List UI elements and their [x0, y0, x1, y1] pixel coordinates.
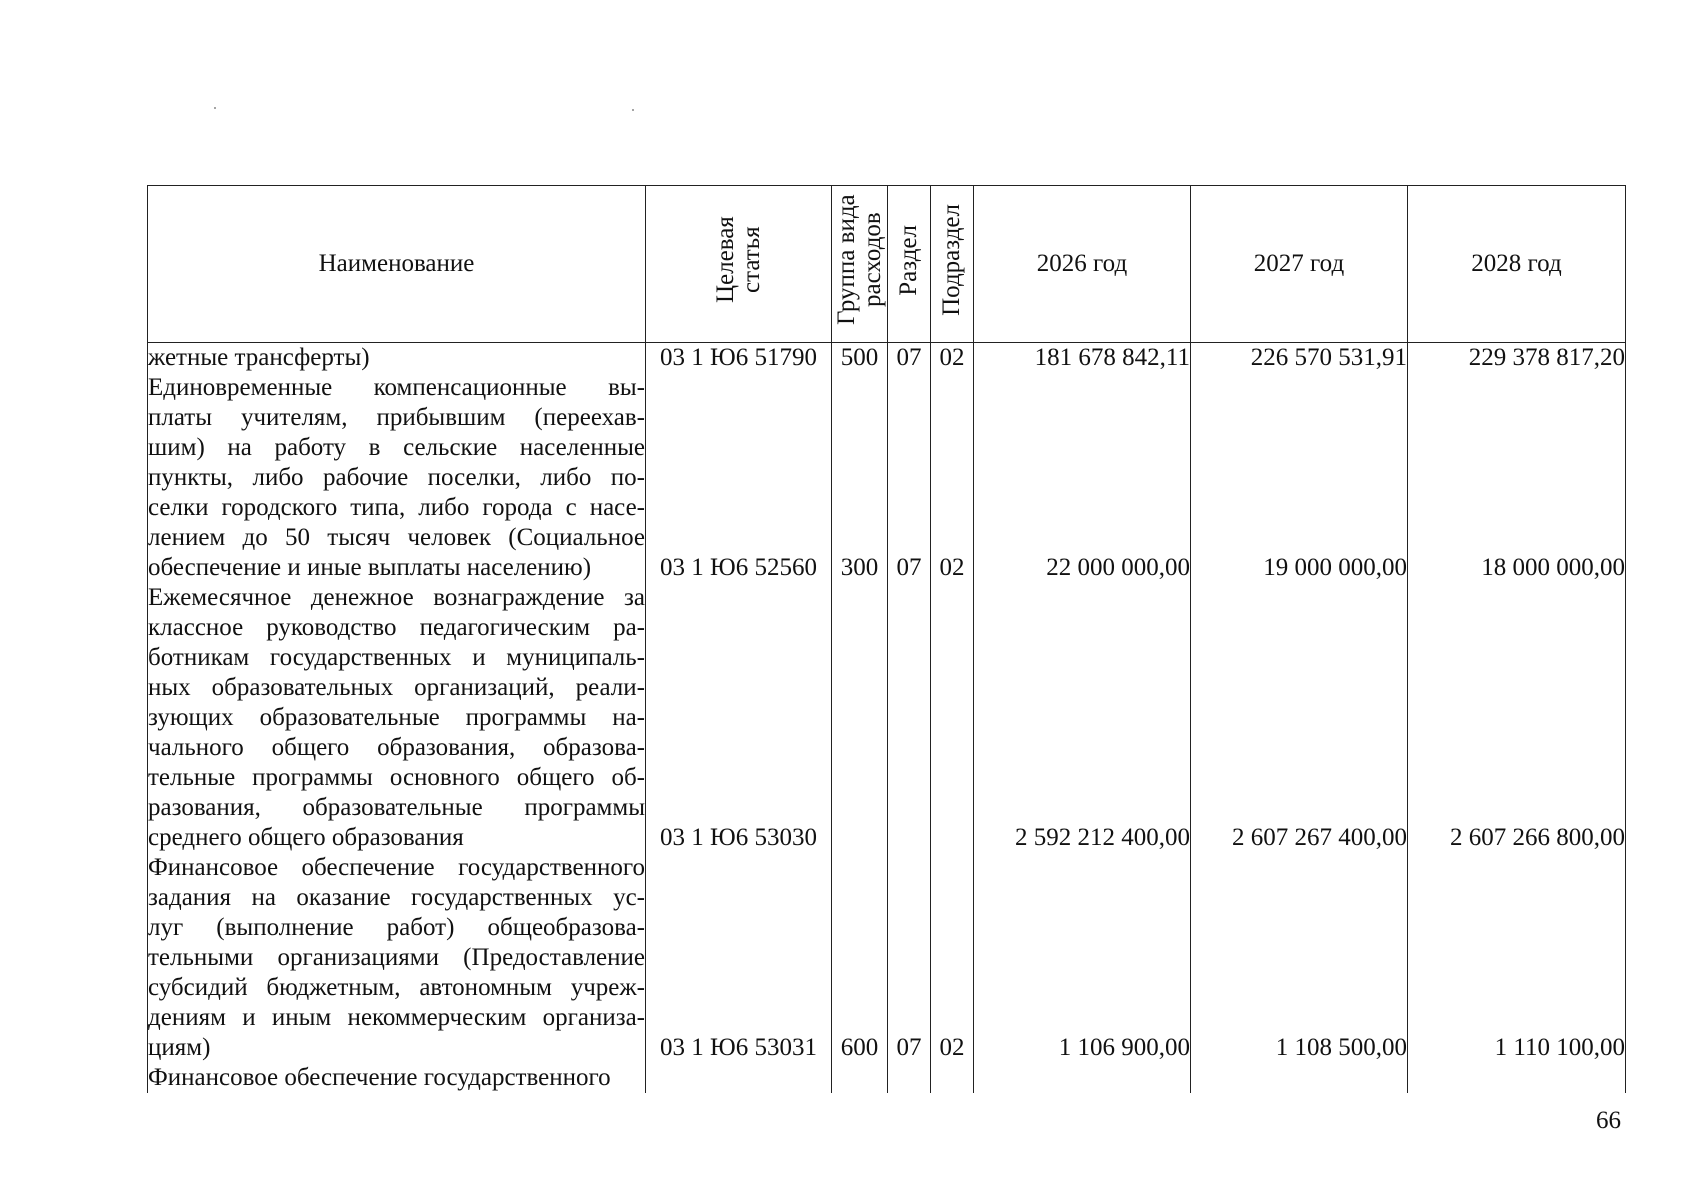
header-expense-group: Группа вида расходов: [832, 186, 888, 343]
header-target-article: Целевая статья: [646, 186, 832, 343]
row-amount-2027: [1191, 1063, 1408, 1093]
row-name-line: луг (выполнение работ) общеобразова-: [148, 914, 645, 941]
table-row: [148, 853, 1626, 1063]
row-section: 07: [888, 853, 931, 1063]
scan-speck: [632, 109, 634, 111]
row-name-line: зующих образовательные программы на-: [148, 704, 645, 731]
row-expense-group: [832, 583, 888, 853]
row-amount-2026: 2 592 212 400,00: [974, 583, 1191, 853]
row-amount-2027: 1 108 500,00: [1191, 853, 1408, 1063]
row-amount-2026: 181 678 842,11: [974, 343, 1191, 374]
row-amount-2028: 1 110 100,00: [1408, 853, 1626, 1063]
row-amount-2026: [974, 1063, 1191, 1093]
row-section: 07: [888, 343, 931, 374]
budget-table: [147, 185, 1626, 1093]
row-name: [148, 583, 646, 853]
row-name-line: тельные программы основного общего об-: [148, 764, 645, 791]
row-expense-group: 300: [832, 373, 888, 583]
row-name-line: разования, образовательные программы: [148, 794, 645, 821]
row-name-line: чального общего образования, образова-: [148, 734, 645, 761]
row-amount-2027: 226 570 531,91: [1191, 343, 1408, 374]
row-subsection: 02: [931, 373, 974, 583]
row-name-line: задания на оказание государственных ус-: [148, 884, 645, 911]
row-subsection: 02: [931, 343, 974, 374]
row-name: [148, 373, 646, 583]
table-row: [148, 373, 1626, 583]
row-name-line: жетные трансферты): [148, 344, 370, 371]
row-amount-2027: 19 000 000,00: [1191, 373, 1408, 583]
row-name-line: классное руководство педагогическим ра-: [148, 614, 645, 641]
header-section: Раздел: [888, 186, 931, 343]
row-subsection: [931, 1063, 974, 1093]
header-2028: 2028 год: [1408, 186, 1626, 343]
row-section: 07: [888, 373, 931, 583]
row-target-article: 03 1 Ю6 53030: [646, 583, 832, 853]
row-name-line: Ежемесячное денежное вознаграждение за: [148, 584, 645, 611]
row-name-line: субсидий бюджетным, автономным учреж-: [148, 974, 645, 1001]
row-amount-2026: 1 106 900,00: [974, 853, 1191, 1063]
row-name-line: Финансовое обеспечение государственного: [148, 854, 645, 881]
row-name-line: пункты, либо рабочие поселки, либо по-: [148, 464, 645, 491]
row-expense-group: 600: [832, 853, 888, 1063]
row-subsection: [931, 583, 974, 853]
row-name-line: дениям и иным некоммерческим организа-: [148, 1004, 645, 1031]
row-name-line: платы учителям, прибывшим (переехав-: [148, 404, 645, 431]
row-amount-2026: 22 000 000,00: [974, 373, 1191, 583]
row-amount-2027: 2 607 267 400,00: [1191, 583, 1408, 853]
row-name-line: Единовременные компенсационные вы-: [148, 374, 645, 401]
table-body: [148, 343, 1626, 1094]
row-expense-group: 500: [832, 343, 888, 374]
row-target-article: 03 1 Ю6 52560: [646, 373, 832, 583]
row-amount-2028: 229 378 817,20: [1408, 343, 1626, 374]
row-name-line: тельными организациями (Предоставление: [148, 944, 645, 971]
row-name-line: обеспечение и иные выплаты населению): [148, 554, 592, 581]
row-section: [888, 1063, 931, 1093]
row-expense-group: [832, 1063, 888, 1093]
row-target-article: [646, 1063, 832, 1093]
row-amount-2028: [1408, 1063, 1626, 1093]
table-row: [148, 1063, 1626, 1093]
row-amount-2028: 2 607 266 800,00: [1408, 583, 1626, 853]
row-amount-2028: 18 000 000,00: [1408, 373, 1626, 583]
row-name-line: Финансовое обеспечение государственного: [148, 1064, 611, 1091]
row-name-line: шим) на работу в сельские населенные: [148, 434, 645, 461]
row-subsection: 02: [931, 853, 974, 1063]
row-name-line: среднего общего образования: [148, 824, 464, 851]
page-number: 66: [1596, 1107, 1621, 1134]
row-name-line: циям): [148, 1034, 211, 1061]
row-name: [148, 343, 646, 374]
header-subsection: Подраздел: [931, 186, 974, 343]
row-target-article: 03 1 Ю6 51790: [646, 343, 832, 374]
row-name-line: селки городского типа, либо города с насе-: [148, 494, 645, 521]
row-name: [148, 1063, 646, 1093]
header-name: Наименование: [148, 186, 646, 343]
row-name-line: лением до 50 тысяч человек (Социальное: [148, 524, 645, 551]
header-2026: 2026 год: [974, 186, 1191, 343]
row-name-line: ботникам государственных и муниципаль-: [148, 644, 645, 671]
header-2027: 2027 год: [1191, 186, 1408, 343]
row-name: [148, 853, 646, 1063]
row-name-line: ных образовательных организаций, реали-: [148, 674, 645, 701]
row-target-article: 03 1 Ю6 53031: [646, 853, 832, 1063]
row-section: [888, 583, 931, 853]
scan-speck: [214, 107, 216, 109]
table-header: [148, 186, 1626, 343]
table-row: [148, 583, 1626, 853]
table-row: [148, 343, 1626, 374]
